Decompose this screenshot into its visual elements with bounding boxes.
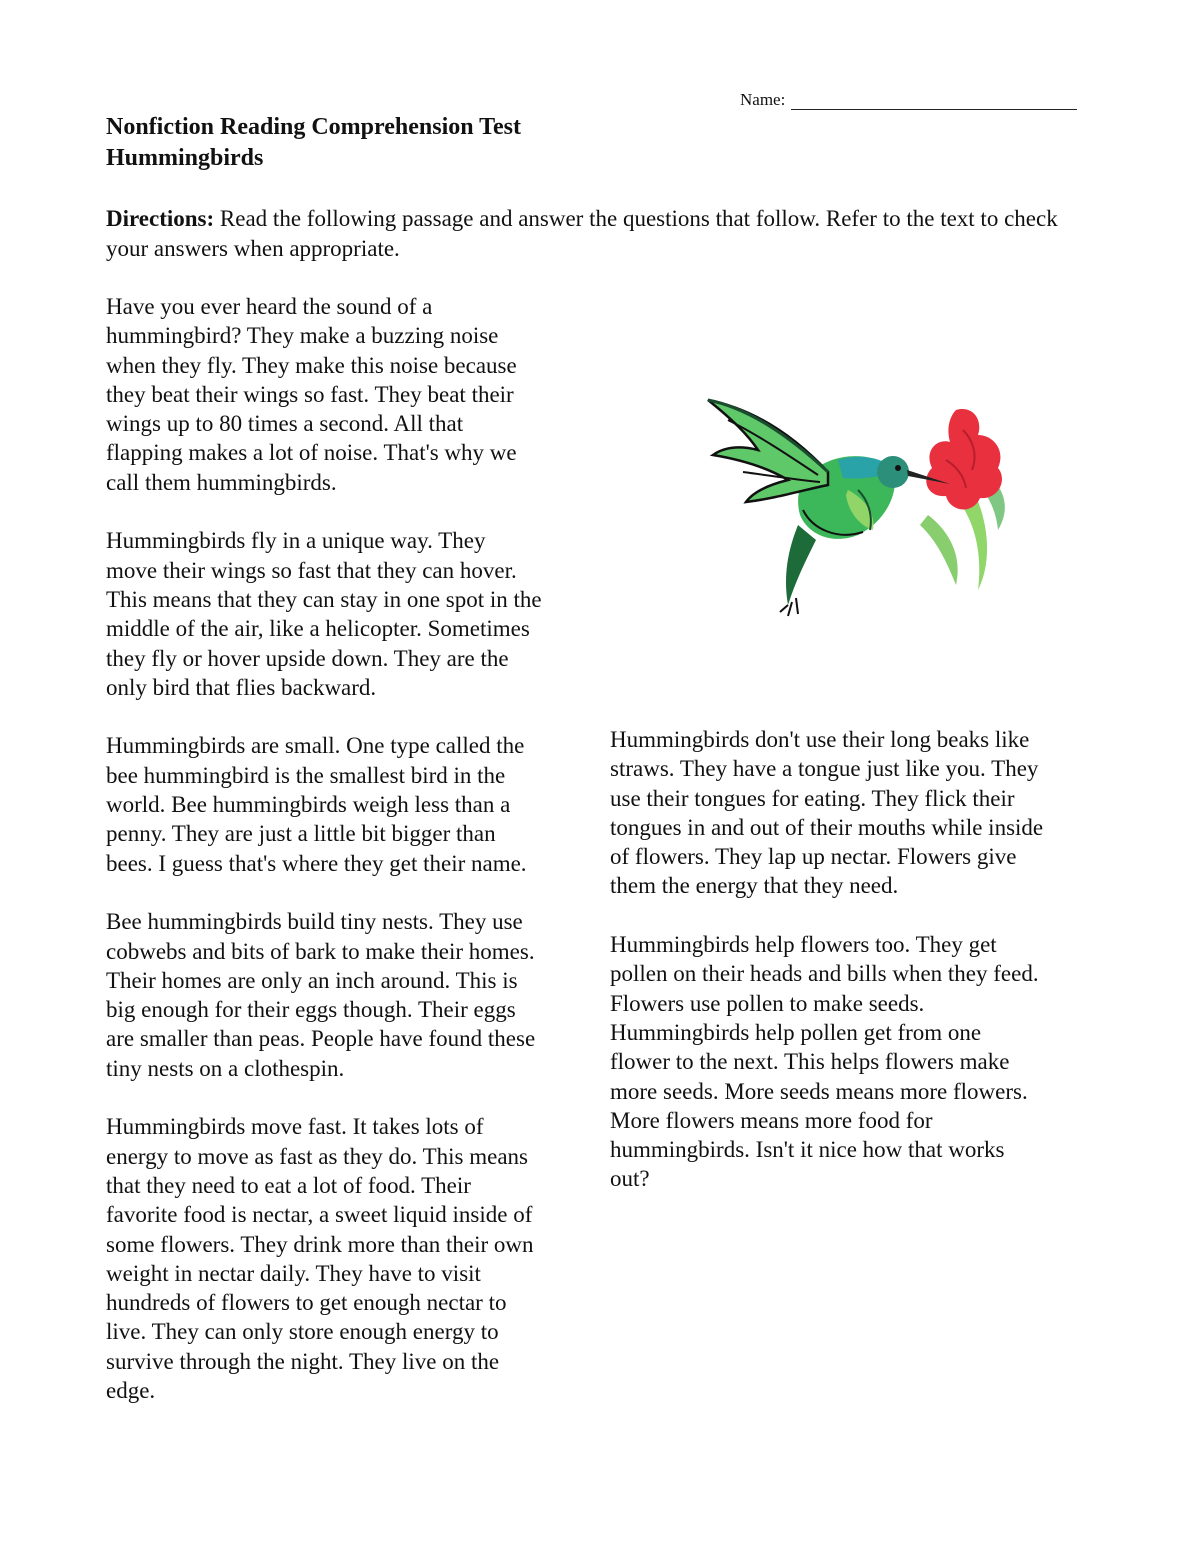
text-line: are smaller than peas. People have found these [106,1026,536,1052]
text-line: move their wings so fast that they can hover. [106,557,517,583]
right-column [610,725,1043,1194]
text-line: Flowers use pollen to make seeds. [610,990,925,1016]
text-line: survive through the night. They live on the [106,1348,500,1374]
text-line: Have you ever heard the sound of a [106,294,433,319]
text-line: energy to move as fast as they do. This means [106,1143,529,1169]
text-line: Hummingbirds help pollen get from one [610,1019,982,1045]
hummingbird-illustration [688,380,1028,620]
text-line: world. Bee hummingbirds weigh less than a [106,792,511,818]
text-line: pollen on their heads and bills when they feed. [610,961,1039,987]
text-line: Bee hummingbirds build tiny nests. They use [106,909,523,935]
title-line-1: Nonfiction Reading Comprehension Test [106,114,521,140]
text-line: Hummingbirds don't use their long beaks like [610,727,1030,752]
text-line: cobwebs and bits of bark to make their homes. [106,938,535,964]
text-line: edge. [106,1377,156,1403]
directions [106,204,1096,263]
text-line: middle of the air, like a helicopter. Sometimes [106,616,530,642]
name-input-line[interactable] [791,92,1077,110]
text-line: big enough for their eggs though. Their eggs [106,997,516,1023]
text-line: tongues in and out of their mouths while inside [610,814,1044,840]
text-line: tiny nests on a clothespin. [106,1055,345,1081]
name-field[interactable] [740,90,1077,110]
left-column [106,292,542,1405]
paragraph-tongue [610,725,1043,901]
text-line: when they fly. They make this noise because [106,352,517,378]
paragraph-flight [106,526,542,702]
text-line: Hummingbirds fly in a unique way. They [106,528,486,554]
paragraph-energy [106,1112,542,1405]
text-line: live. They can only store enough energy to [106,1319,499,1345]
text-line: flapping makes a lot of noise. That's why we [106,440,517,466]
text-line: penny. They are just a little bit bigger than [106,821,496,847]
paragraph-nests [106,907,542,1083]
text-line: bee hummingbird is the smallest bird in the [106,762,506,788]
paragraph-pollen [610,930,1043,1194]
text-line: only bird that flies backward. [106,674,377,700]
text-line: call them hummingbirds. [106,469,337,495]
text-line: hundreds of flowers to get enough nectar to [106,1290,507,1316]
text-line: them the energy that they need. [610,873,899,899]
text-line: wings up to 80 times a second. All that [106,411,464,437]
text-line: that they need to eat a lot of food. Their [106,1172,471,1198]
text-line: weight in nectar daily. They have to visit [106,1260,481,1286]
text-line: more seeds. More seeds means more flowers. [610,1078,1028,1104]
text-line: some flowers. They drink more than their own [106,1231,534,1257]
text-line: Hummingbirds are small. One type called the [106,733,525,759]
name-label: Name: [740,90,786,109]
page-title [106,112,521,174]
text-line: More flowers means more food for [610,1107,933,1133]
text-line: bees. I guess that's where they get their name. [106,850,527,876]
text-line: they fly or hover upside down. They are the [106,645,509,671]
text-line: hummingbirds. Isn't it nice how that works [610,1137,1005,1163]
text-line: Their homes are only an inch around. This is [106,967,518,993]
text-line: Hummingbirds move fast. It takes lots of [106,1114,484,1140]
text-line: straws. They have a tongue just like you. They [610,756,1039,782]
text-line: hummingbird? They make a buzzing noise [106,323,499,349]
paragraph-size [106,731,542,877]
text-line: of flowers. They lap up nectar. Flowers give [610,844,1017,870]
title-line-2: Hummingbirds [106,145,264,171]
text-line: they beat their wings so fast. They beat their [106,381,514,407]
text-line: flower to the next. This helps flowers make [610,1049,1010,1075]
text-line: favorite food is nectar, a sweet liquid inside of [106,1202,533,1228]
text-line: Hummingbirds help flowers too. They get [610,932,997,958]
directions-label: Directions: [106,206,215,231]
text-line: This means that they can stay in one spot in the [106,586,542,612]
text-line: use their tongues for eating. They flick their [610,785,1015,811]
paragraph-sound [106,292,542,497]
text-line: out? [610,1166,650,1192]
directions-text: Read the following passage and answer the questions that follow. Refer to the text to check your answers when appropriate. [106,206,1058,261]
